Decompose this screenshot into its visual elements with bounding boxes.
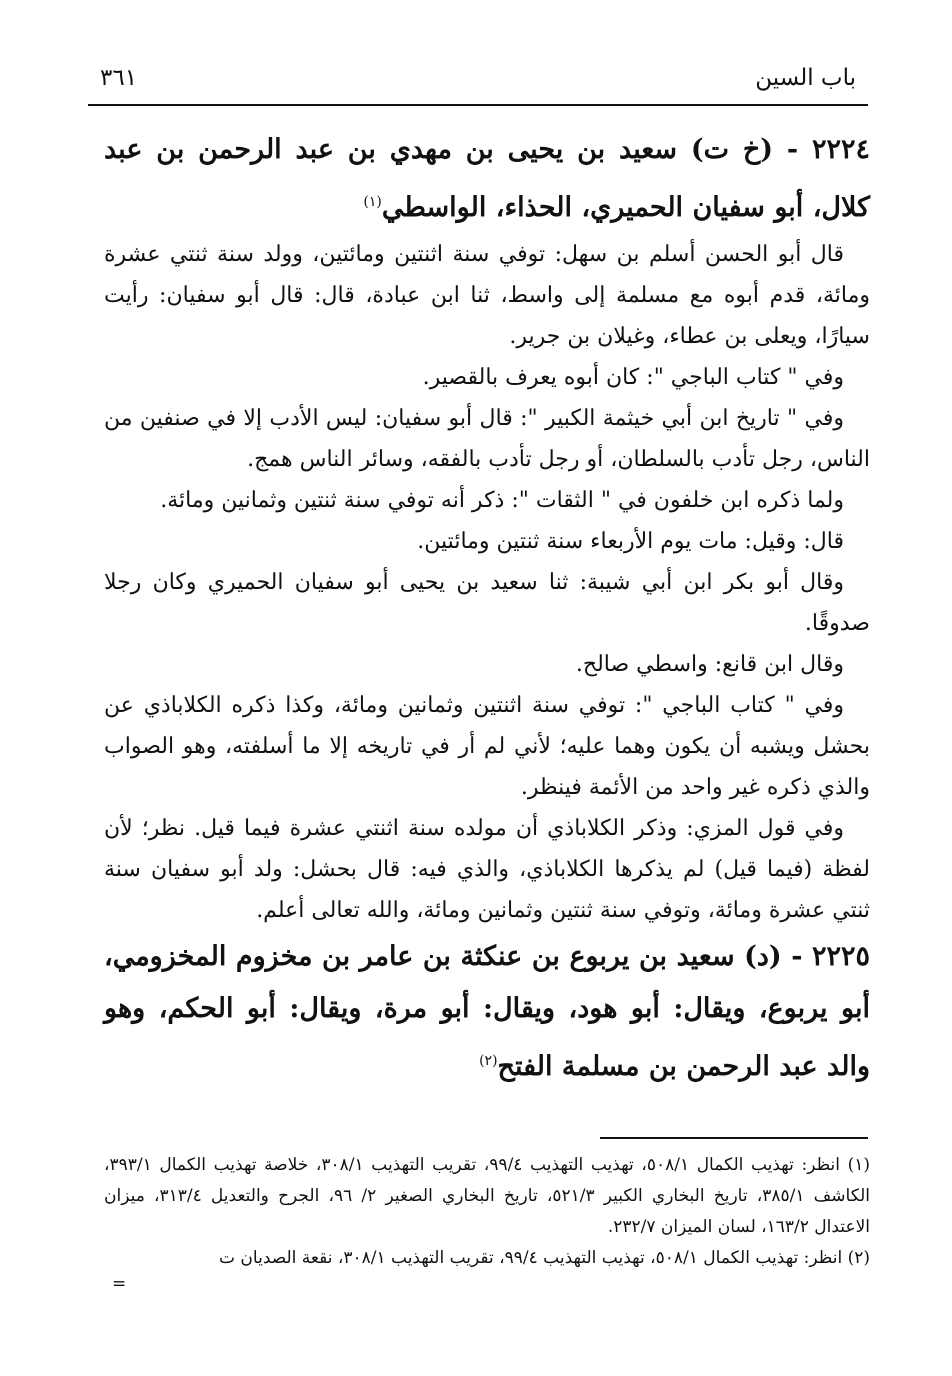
entry-heading-2225 bbox=[104, 931, 870, 1093]
footnote-2: (٢) انظر: تهذيب الكمال ٥٠٨/١، تهذيب التهذيب ٩٩/٤، تقريب التهذيب ٣٠٨/١، نقعة الصديان ت bbox=[219, 1248, 870, 1268]
entry-heading-text: ٢٢٢٤ - (خ ت) سعيد بن يحيى بن مهدي بن عبد الرحمن بن عبد كلال، أبو سفيان الحميري، الحذاء، الواسطي bbox=[104, 134, 870, 223]
header-rule bbox=[88, 104, 868, 106]
footnote-separator bbox=[600, 1137, 868, 1139]
footnotes bbox=[104, 1150, 870, 1294]
footnote-reference[interactable]: (١) bbox=[363, 194, 382, 210]
entry-heading-text: ٢٢٢٥ - (د) سعيد بن يربوع بن عنكثة بن عامر بن مخزوم المخزومي، أبو يربوع، ويقال: أبو هود، ويقال: أبو مرة، ويقال: أبو الحكم، وهو والد عبد الرحمن بن مسلمة الفتح bbox=[104, 941, 870, 1082]
continuation-mark: = bbox=[112, 1274, 127, 1294]
footnote-reference[interactable]: (٢) bbox=[479, 1053, 498, 1069]
page-body bbox=[104, 124, 870, 1093]
footnote-1: (١) انظر: تهذيب الكمال ٥٠٨/١، تهذيب التهذيب ٩٩/٤، تقريب التهذيب ٣٠٨/١، خلاصة تهذيب الكمال ٣٩٣/١، الكاشف ٣٨٥/١، تاريخ البخاري الكبير ٥٢١/٣، تاريخ البخاري الصغير ٢/ ٩٦، الجرح والتعديل ٣١٣/٤، ميزان الاعتدال ١٦٣/٢، لسان الميزان ٢٣٢/٧. bbox=[104, 1155, 870, 1237]
entry-paragraph: وفي " كتاب الباجي ": توفي سنة اثنتين وثمانين ومائة، وكذا ذكره الكلاباذي عن بحشل ويشبه أن يكون وهما عليه؛ لأني لم أر في تاريخه إلا ما أسلفته، وهو الصواب والذي ذكره غير واحد من الأئمة فينظر. bbox=[104, 693, 870, 800]
chapter-title: باب السين bbox=[755, 65, 856, 91]
entry-heading-2224 bbox=[104, 124, 870, 234]
entry-paragraph: قال أبو الحسن أسلم بن سهل: توفي سنة اثنتين ومائتين، وولد سنة ثنتي عشرة ومائة، قدم أبوه مع مسلمة إلى واسط، ثنا ابن عبادة، قال: قال أبو سفيان: رأيت سيارًا، ويعلى بن عطاء، وغيلان بن جرير. bbox=[104, 242, 870, 349]
entry-paragraph: وفي قول المزي: وذكر الكلاباذي أن مولده سنة اثنتي عشرة فيما قيل. نظر؛ لأن لفظة (فيما قيل) لم يذكرها الكلاباذي، والذي فيه: قال بحشل: ولد أبو سفيان سنة ثنتي عشرة ومائة، وتوفي سنة ثنتين وثمانين ومائة، والله تعالى أعلم. bbox=[104, 816, 871, 923]
entry-paragraph: ولما ذكره ابن خلفون في " الثقات ": ذكر أنه توفي سنة ثنتين وثمانين ومائة. bbox=[160, 488, 844, 513]
page-number: ٣٦١ bbox=[100, 65, 138, 91]
entry-paragraph: قال: وقيل: مات يوم الأربعاء سنة ثنتين ومائتين. bbox=[417, 529, 844, 554]
running-header bbox=[100, 58, 856, 98]
entry-paragraph: وقال أبو بكر ابن أبي شيبة: ثنا سعيد بن يحيى أبو سفيان الحميري وكان رجلا صدوقًا. bbox=[104, 570, 870, 636]
entry-paragraph: وقال ابن قانع: واسطي صالح. bbox=[575, 652, 844, 677]
entry-paragraph: وفي " كتاب الباجي ": كان أبوه يعرف بالقصير. bbox=[422, 365, 844, 390]
entry-paragraph: وفي " تاريخ ابن أبي خيثمة الكبير ": قال أبو سفيان: ليس الأدب إلا في صنفين من الناس، رجل تأدب بالسلطان، أو رجل تأدب بالفقه، وسائر الناس همج. bbox=[104, 406, 870, 472]
